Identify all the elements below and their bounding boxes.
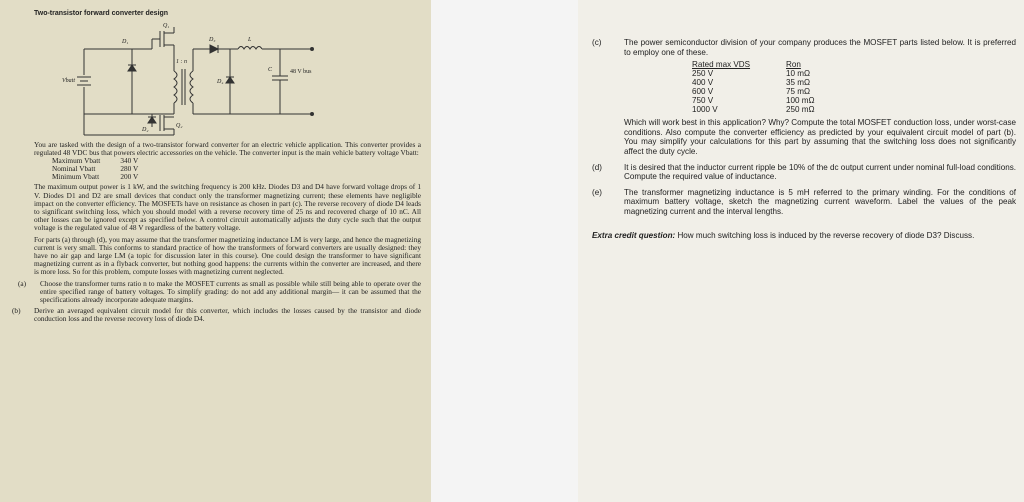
part-a: (a) Choose the transformer turns ratio n to make the MOSFET currents as small as possible while still being able to operate over the entire specified range of battery voltages. To simplify grading: do not add any additional margin— it can be assumed that the specifications already incorporate adequate margins. [18, 278, 421, 304]
forward-converter-schematic [62, 19, 332, 139]
mosfet-table [692, 60, 851, 114]
part-d: (d) It is desired that the inductor current ripple be 10% of the dc output current under nominal full-load conditions. Compute the required value of inductance. [592, 162, 1016, 182]
assumptions-paragraph: For parts (a) through (d), you may assume that the transformer magnetizing inductance LM is very large, and hence the magnetizing current is very small. This conforms to standard practice of how the transformers of forward converters are usually designed: they have no air gap and large LM (a topic for discussion later in this course). One could design the transformer to have significant magnetizing current as in a flyback converter, but nothing good happens: the currents within the converter are increased, and there is more loss. So for this problem, compute losses with magnetizing current neglected. [34, 235, 421, 277]
d1-label: D₁ [122, 39, 129, 45]
table-row: 250 V 10 mΩ [692, 69, 811, 79]
q1-label: Q₁ [163, 23, 170, 29]
table-row: Minimum Vbatt 200 V [52, 172, 139, 182]
part-c-question: Which will work best in this application? Why? Compute the total MOSFET conduction loss, under worst-case conditions. Also compute the converter efficiency as predicted by your equivalent circuit model of part (b). You may simplify your calculations for this part by assuming that the switching loss does not significantly affect the duty cycle. [624, 118, 1016, 156]
turns-ratio-label: 1 : n [176, 59, 187, 65]
table-header-row: Rated max VDS Ron [692, 60, 801, 70]
intro-paragraph: You are tasked with the design of a two-transistor forward converter for an electric vehicle application. This converter provides a regulated 48 VDC bus that powers electric accessories on the vehicle. The converter input is the main vehicle battery voltage Vbatt: [34, 140, 421, 158]
battery-voltage-table [52, 157, 158, 181]
d4-label: D₄ [217, 79, 224, 85]
table-row: Nominal Vbatt 280 V [52, 164, 139, 174]
inductor-label: L [248, 37, 252, 43]
d2-label: D₂ [142, 127, 149, 133]
right-page-photo [578, 0, 1024, 502]
problem-title: Two-transistor forward converter design [34, 10, 169, 17]
bus-label: 48 V bus [290, 69, 312, 75]
extra-credit: Extra credit question: How much switching loss is induced by the reverse recovery of diode D3? Discuss. [592, 230, 975, 240]
part-e: (e) The transformer magnetizing inductance is 5 mH referred to the primary winding. For the conditions of maximum battery voltage, sketch the magnetizing current waveform. Label the values of the peak magnetizing current and the interval lengths. [592, 187, 1016, 216]
table-row: 600 V 75 mΩ [692, 87, 811, 97]
d3-label: D₃ [209, 37, 216, 43]
table-row: 750 V 100 mΩ [692, 96, 815, 106]
part-b: (b) Derive an averaged equivalent circuit model for this converter, which includes the losses caused by the transistor and diode conduction loss and the reverse recovery loss of diode D4. [12, 305, 421, 323]
left-page-photo [0, 0, 431, 502]
part-c: (c) The power semiconductor division of your company produces the MOSFET parts listed below. It is preferred to employ one of these. [592, 38, 1016, 57]
specs-paragraph: The maximum output power is 1 kW, and the switching frequency is 200 kHz. Diodes D3 and D4 have forward voltage drops of 1 V. Diodes D1 and D2 are small devices that conduct only the transformer magnetizing current; these elements have negligible impact on the converter efficiency. The MOSFETs have on resistance as chosen in part (c). The reverse recovery of diode D4 leads to significant switching loss, which you should model with a reverse recovery time of 25 ns and recovered charge of 10 nC. All other losses can be ignored except as specified below. A control circuit automatically adjusts the duty cycle such that the output voltage is the regulated value of 48 V regardless of the battery voltage. [34, 182, 421, 232]
table-row: Maximum Vbatt 340 V [52, 156, 139, 166]
table-row: 400 V 35 mΩ [692, 78, 811, 88]
capacitor-label: C [268, 67, 273, 73]
page-gutter [431, 0, 578, 502]
q2-label: Q₂ [176, 123, 183, 129]
vbatt-label: Vbatt [62, 78, 75, 84]
table-row: 1000 V 250 mΩ [692, 105, 815, 115]
